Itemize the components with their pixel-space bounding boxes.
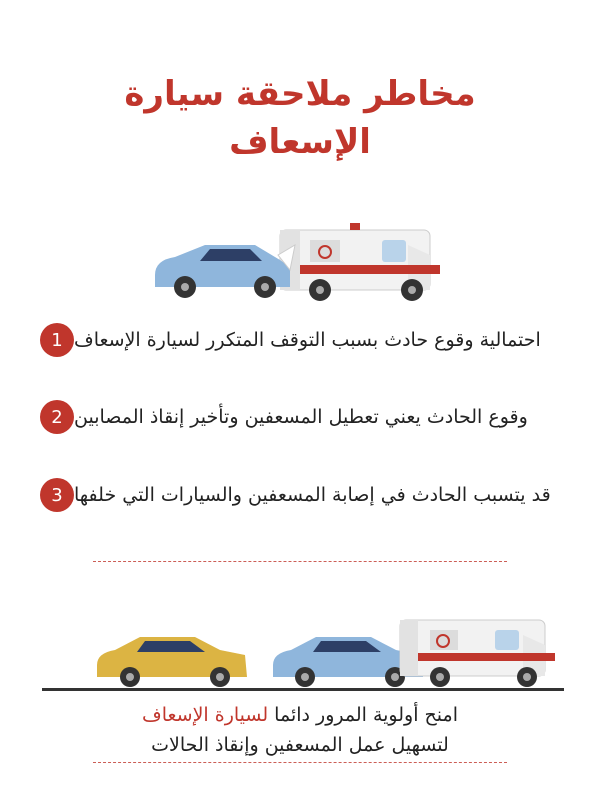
- title-line-1: مخاطر ملاحقة سيارة: [124, 74, 476, 114]
- footer-highlight: لسيارة الإسعاف: [142, 704, 269, 726]
- list-item: [30, 397, 570, 437]
- item-text: احتمالية وقوع حادث بسبب التوقف المتكرر لسيارة الإسعاف: [74, 329, 541, 351]
- list-item: [30, 475, 570, 515]
- item-number-badge: 1: [40, 323, 74, 357]
- footer-line-1-prefix: امنح أولوية المرور دائما: [268, 704, 458, 726]
- yellow-car-icon: [97, 637, 247, 687]
- crash-illustration: [150, 215, 450, 305]
- divider: [93, 762, 507, 763]
- ambulance-icon: [280, 223, 440, 301]
- title-line-2: الإسعاف: [229, 122, 371, 162]
- footer-line-1: [0, 700, 600, 730]
- footer-line-2: لتسهيل عمل المسعفين وإنقاذ الحالات: [151, 734, 449, 756]
- traffic-illustration: [95, 615, 565, 690]
- divider: [93, 561, 507, 562]
- blue-car-icon: [155, 245, 295, 298]
- list-item: [30, 320, 570, 360]
- item-text: وقوع الحادث يعني تعطيل المسعفين وتأخير إنقاذ المصابين: [74, 406, 528, 428]
- item-number-badge: 2: [40, 400, 74, 434]
- page-title: [0, 70, 600, 166]
- item-number-badge: 3: [40, 478, 74, 512]
- road-line: [42, 688, 564, 691]
- ambulance-icon: [400, 620, 555, 687]
- footer-message: [0, 700, 600, 760]
- item-text: قد يتسبب الحادث في إصابة المسعفين والسيارات التي خلفها: [74, 484, 551, 506]
